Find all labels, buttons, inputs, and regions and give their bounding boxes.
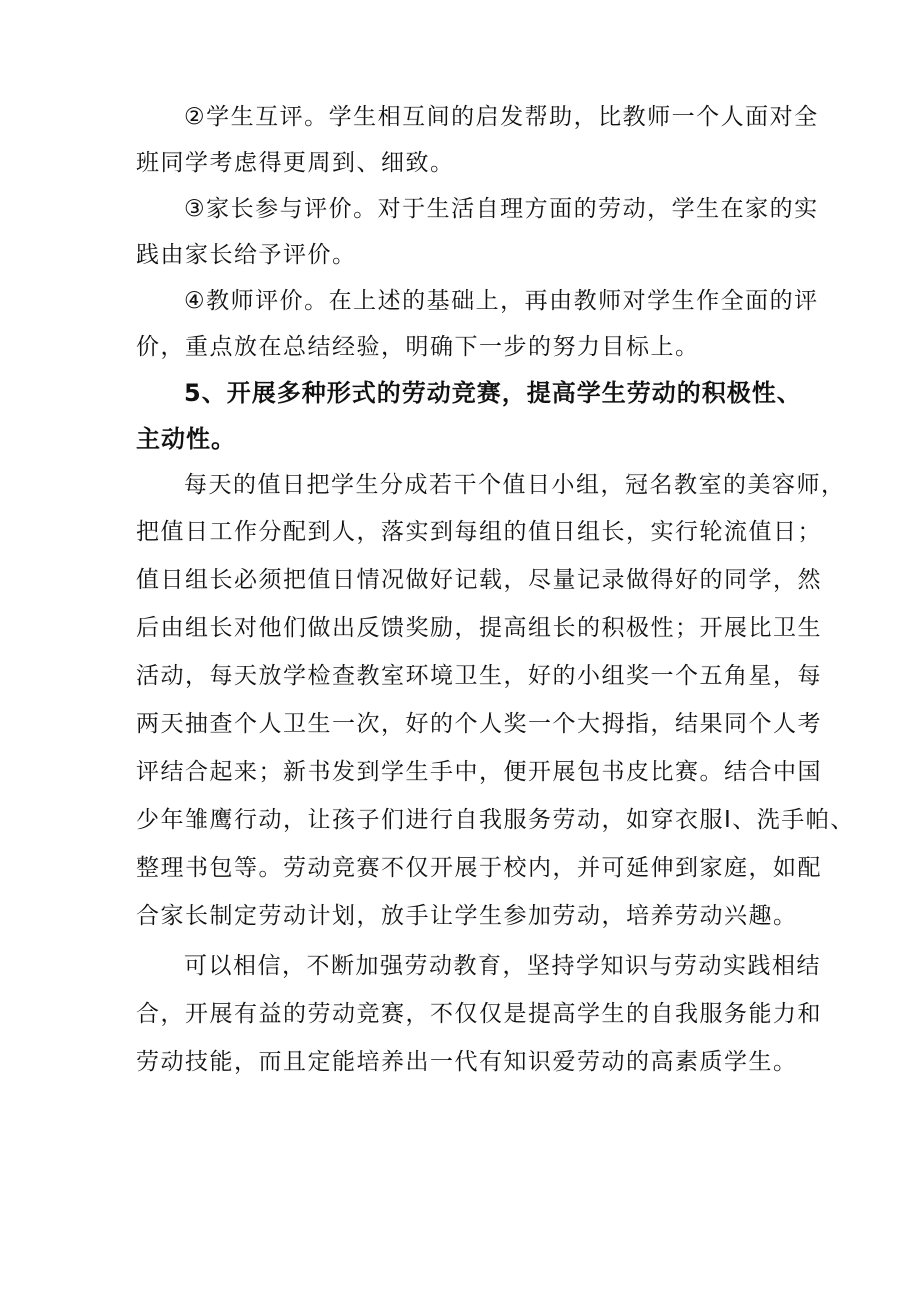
- paragraph-conclusion-line-1: 可以相信，不断加强劳动教育，坚持学知识与劳动实践相结: [184, 953, 821, 979]
- paragraph-student-peer-review-line-2: 班同学考虑得更周到、细致。: [136, 150, 455, 176]
- paragraph-duty-line-9: 整理书包等。劳动竞赛不仅开展于校内，并可延伸到家庭，如配: [136, 855, 822, 881]
- paragraph-teacher-review-line-2: 价，重点放在总结经验，明确下一步的努力目标上。: [136, 334, 700, 360]
- section-heading-line-1: 5、开展多种形式的劳动竞赛，提高学生劳动的积极性、: [184, 379, 802, 407]
- paragraph-duty-line-8: 少年雏鹰行动，让孩子们进行自我服务劳动，如穿衣服Ⅰ、洗手帕、: [136, 807, 855, 833]
- paragraph-duty-line-10: 合家长制定劳动计划，放手让学生参加劳动，培养劳动兴趣。: [136, 903, 798, 929]
- paragraph-duty-line-3: 值日组长必须把值日情况做好记载，尽量记录做得好的同学，然: [136, 567, 822, 593]
- paragraph-duty-line-5: 活动，每天放学检查教室环境卫生，好的小组奖一个五角星，每: [136, 663, 822, 689]
- paragraph-duty-line-4: 后由组长对他们做出反馈奖励，提高组长的积极性；开展比卫生: [136, 615, 822, 641]
- section-heading-line-2: 主动性。: [136, 425, 236, 453]
- paragraph-duty-line-7: 评结合起来；新书发到学生手中，便开展包书皮比赛。结合中国: [136, 759, 822, 785]
- paragraph-conclusion-line-2: 合，开展有益的劳动竞赛，不仅仅是提高学生的自我服务能力和: [136, 1001, 822, 1027]
- paragraph-parent-review-line-1: ③家长参与评价。对于生活自理方面的劳动，学生在家的实: [184, 196, 819, 222]
- paragraph-parent-review-line-2: 践由家长给予评价。: [136, 242, 357, 268]
- paragraph-duty-line-6: 两天抽查个人卫生一次，好的个人奖一个大拇指，结果同个人考: [136, 711, 822, 737]
- paragraph-conclusion-line-3: 劳动技能，而且定能培养出一代有知识爱劳动的高素质学生。: [136, 1049, 798, 1075]
- paragraph-duty-line-2: 把值日工作分配到人，落实到每组的值日组长，实行轮流值日；: [136, 519, 822, 545]
- paragraph-teacher-review-line-1: ④教师评价。在上述的基础上，再由教师对学生作全面的评: [184, 288, 819, 314]
- paragraph-duty-line-1: 每天的值日把学生分成若干个值日小组，冠名教室的美容师，: [184, 472, 846, 498]
- paragraph-student-peer-review-line-1: ②学生互评。学生相互间的启发帮助，比教师一个人面对全: [184, 104, 819, 130]
